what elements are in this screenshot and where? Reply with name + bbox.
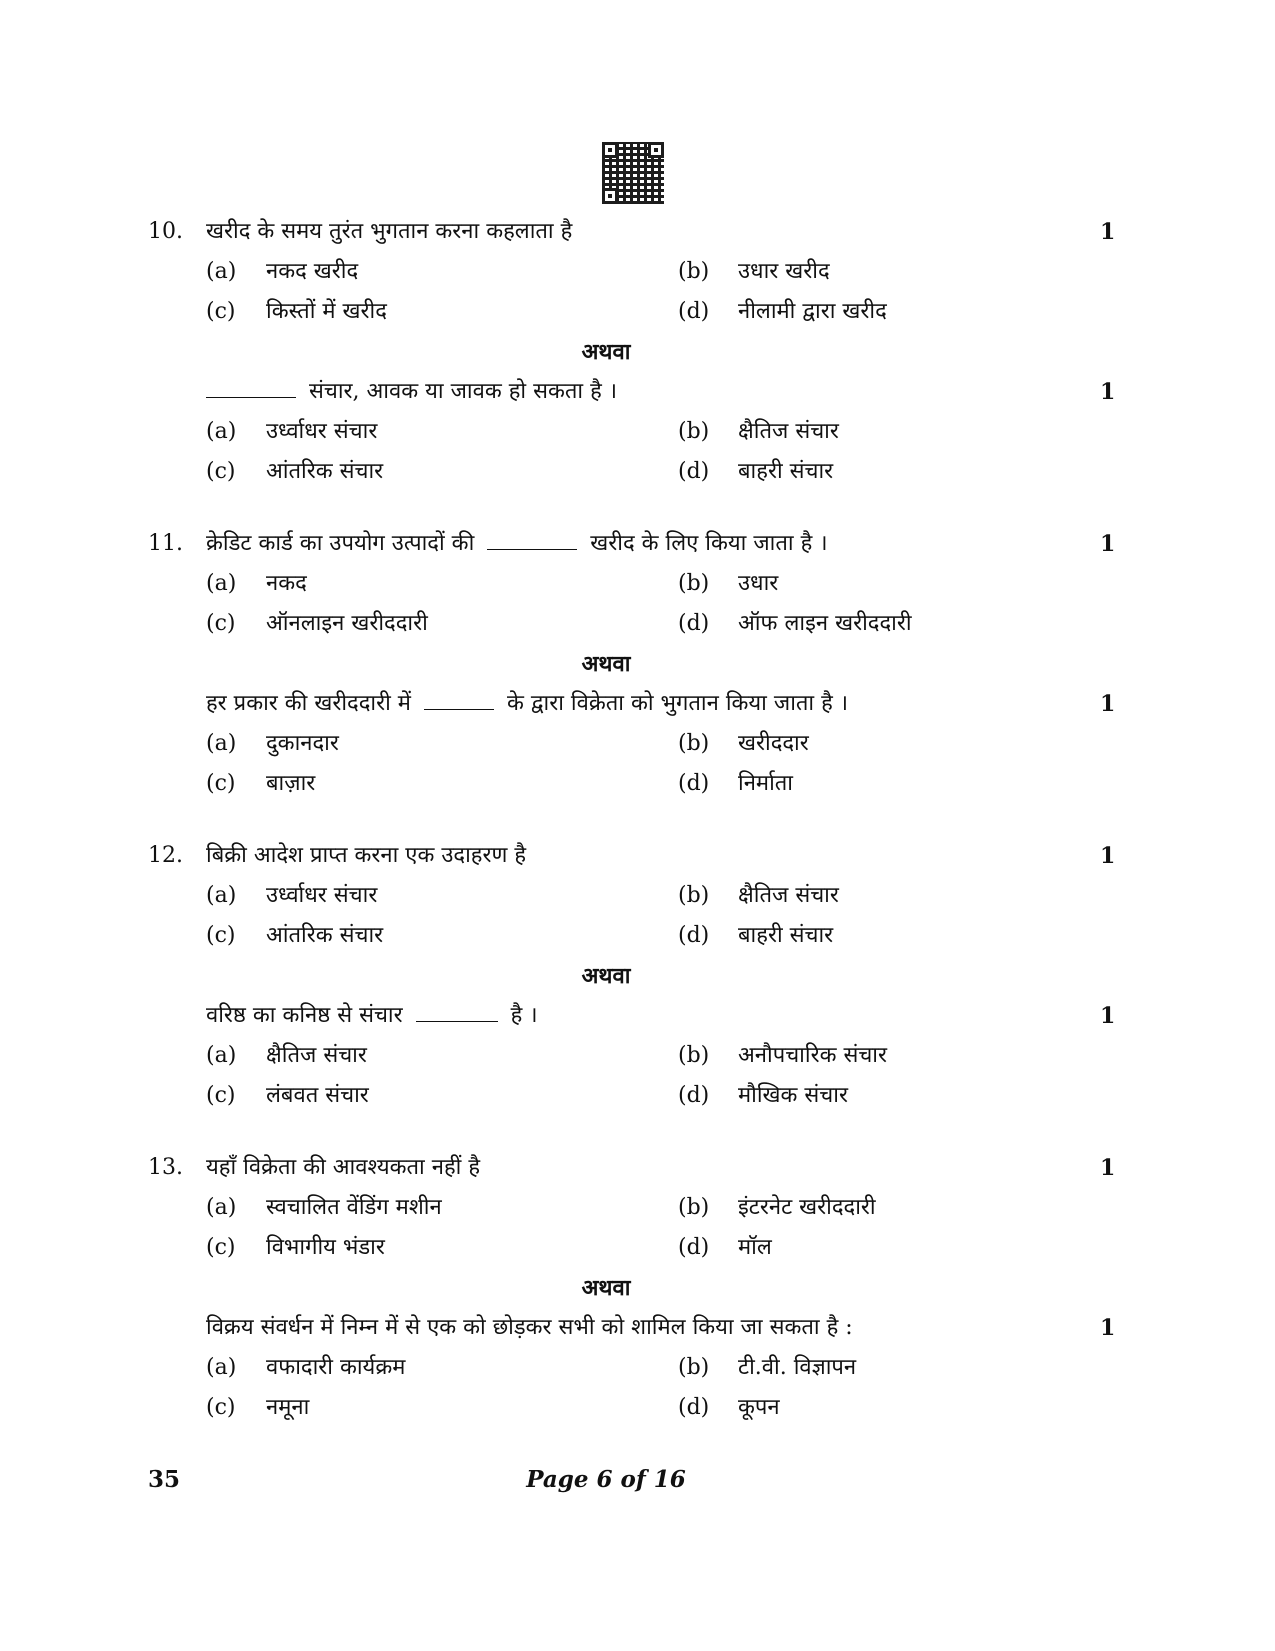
alt-question-stem: हर प्रकार की खरीददारी में के द्वारा विक्रेता को भुगतान किया जाता है । — [206, 691, 849, 716]
question-13 — [0, 1148, 1275, 1428]
question-list — [0, 212, 1275, 1428]
option-c: (c) बाज़ार — [206, 771, 316, 796]
option-a: (a) उर्ध्वाधर संचार — [206, 883, 378, 908]
option-d: (d) मौखिक संचार — [678, 1083, 848, 1108]
option-a: (a) उर्ध्वाधर संचार — [206, 419, 378, 444]
option-a: (a) दुकानदार — [206, 731, 339, 756]
blank-line — [206, 379, 296, 398]
option-a: (a) क्षैतिज संचार — [206, 1043, 367, 1068]
option-c: (c) लंबवत संचार — [206, 1083, 369, 1108]
option-b: (b) इंटरनेट खरीददारी — [678, 1195, 876, 1220]
question-stem: खरीद के समय तुरंत भुगतान करना कहलाता है — [206, 219, 573, 244]
page-number: Page 6 of 16 — [526, 1466, 686, 1493]
question-stem: बिक्री आदेश प्राप्त करना एक उदाहरण है — [206, 843, 527, 868]
option-d: (d) नीलामी द्वारा खरीद — [678, 299, 887, 324]
option-b: (b) खरीददार — [678, 731, 809, 756]
option-a: (a) नकद — [206, 571, 307, 596]
alt-question-stem: संचार, आवक या जावक हो सकता है । — [206, 372, 617, 412]
or-divider: अथवा — [581, 339, 631, 365]
or-divider: अथवा — [581, 1275, 631, 1301]
option-a: (a) वफादारी कार्यक्रम — [206, 1355, 406, 1380]
option-c: (c) किस्तों में खरीद — [206, 299, 387, 324]
alt-question-stem: विक्रय संवर्धन में निम्न में से एक को छोड़कर सभी को शामिल किया जा सकता है : — [206, 1315, 853, 1340]
question-marks: 1 — [1100, 1155, 1116, 1181]
question-marks: 1 — [1100, 531, 1116, 557]
question-number: 13. — [148, 1155, 183, 1180]
question-number: 11. — [148, 531, 183, 556]
qr-code-icon — [602, 142, 664, 204]
alt-question-marks: 1 — [1100, 1315, 1116, 1341]
option-c: (c) आंतरिक संचार — [206, 923, 384, 948]
alt-question-marks: 1 — [1100, 379, 1116, 405]
option-c: (c) नमूना — [206, 1395, 310, 1420]
option-c: (c) आंतरिक संचार — [206, 459, 384, 484]
option-d: (d) कूपन — [678, 1395, 780, 1420]
option-d: (d) बाहरी संचार — [678, 459, 834, 484]
question-12 — [0, 836, 1275, 1116]
question-marks: 1 — [1100, 219, 1116, 245]
blank-line — [424, 691, 494, 710]
or-divider: अथवा — [581, 963, 631, 989]
question-number: 12. — [148, 843, 183, 868]
alt-question-stem: वरिष्ठ का कनिष्ठ से संचार है । — [206, 1003, 538, 1028]
option-b: (b) उधार — [678, 571, 779, 596]
option-d: (d) निर्माता — [678, 771, 794, 796]
option-c: (c) ऑनलाइन खरीददारी — [206, 611, 428, 636]
alt-question-marks: 1 — [1100, 691, 1116, 717]
option-b: (b) अनौपचारिक संचार — [678, 1043, 888, 1068]
paper-code: 35 — [148, 1466, 181, 1493]
option-a: (a) नकद खरीद — [206, 259, 359, 284]
option-b: (b) क्षैतिज संचार — [678, 419, 839, 444]
or-divider: अथवा — [581, 651, 631, 677]
option-b: (b) उधार खरीद — [678, 259, 830, 284]
blank-line — [487, 531, 577, 550]
question-stem: क्रेडिट कार्ड का उपयोग उत्पादों की खरीद के लिए किया जाता है । — [206, 531, 828, 556]
option-b: (b) क्षैतिज संचार — [678, 883, 839, 908]
option-d: (d) बाहरी संचार — [678, 923, 834, 948]
option-b: (b) टी.वी. विज्ञापन — [678, 1355, 857, 1380]
option-a: (a) स्वचालित वेंडिंग मशीन — [206, 1195, 442, 1220]
alt-question-marks: 1 — [1100, 1003, 1116, 1029]
question-number: 10. — [148, 219, 183, 244]
page-footer — [0, 1460, 1275, 1500]
option-d: (d) मॉल — [678, 1235, 772, 1260]
question-10 — [0, 212, 1275, 492]
blank-line — [416, 1003, 498, 1022]
option-c: (c) विभागीय भंडार — [206, 1235, 385, 1260]
question-marks: 1 — [1100, 843, 1116, 869]
question-stem: यहाँ विक्रेता की आवश्यकता नहीं है — [206, 1155, 480, 1180]
option-d: (d) ऑफ लाइन खरीददारी — [678, 611, 912, 636]
question-11 — [0, 524, 1275, 804]
